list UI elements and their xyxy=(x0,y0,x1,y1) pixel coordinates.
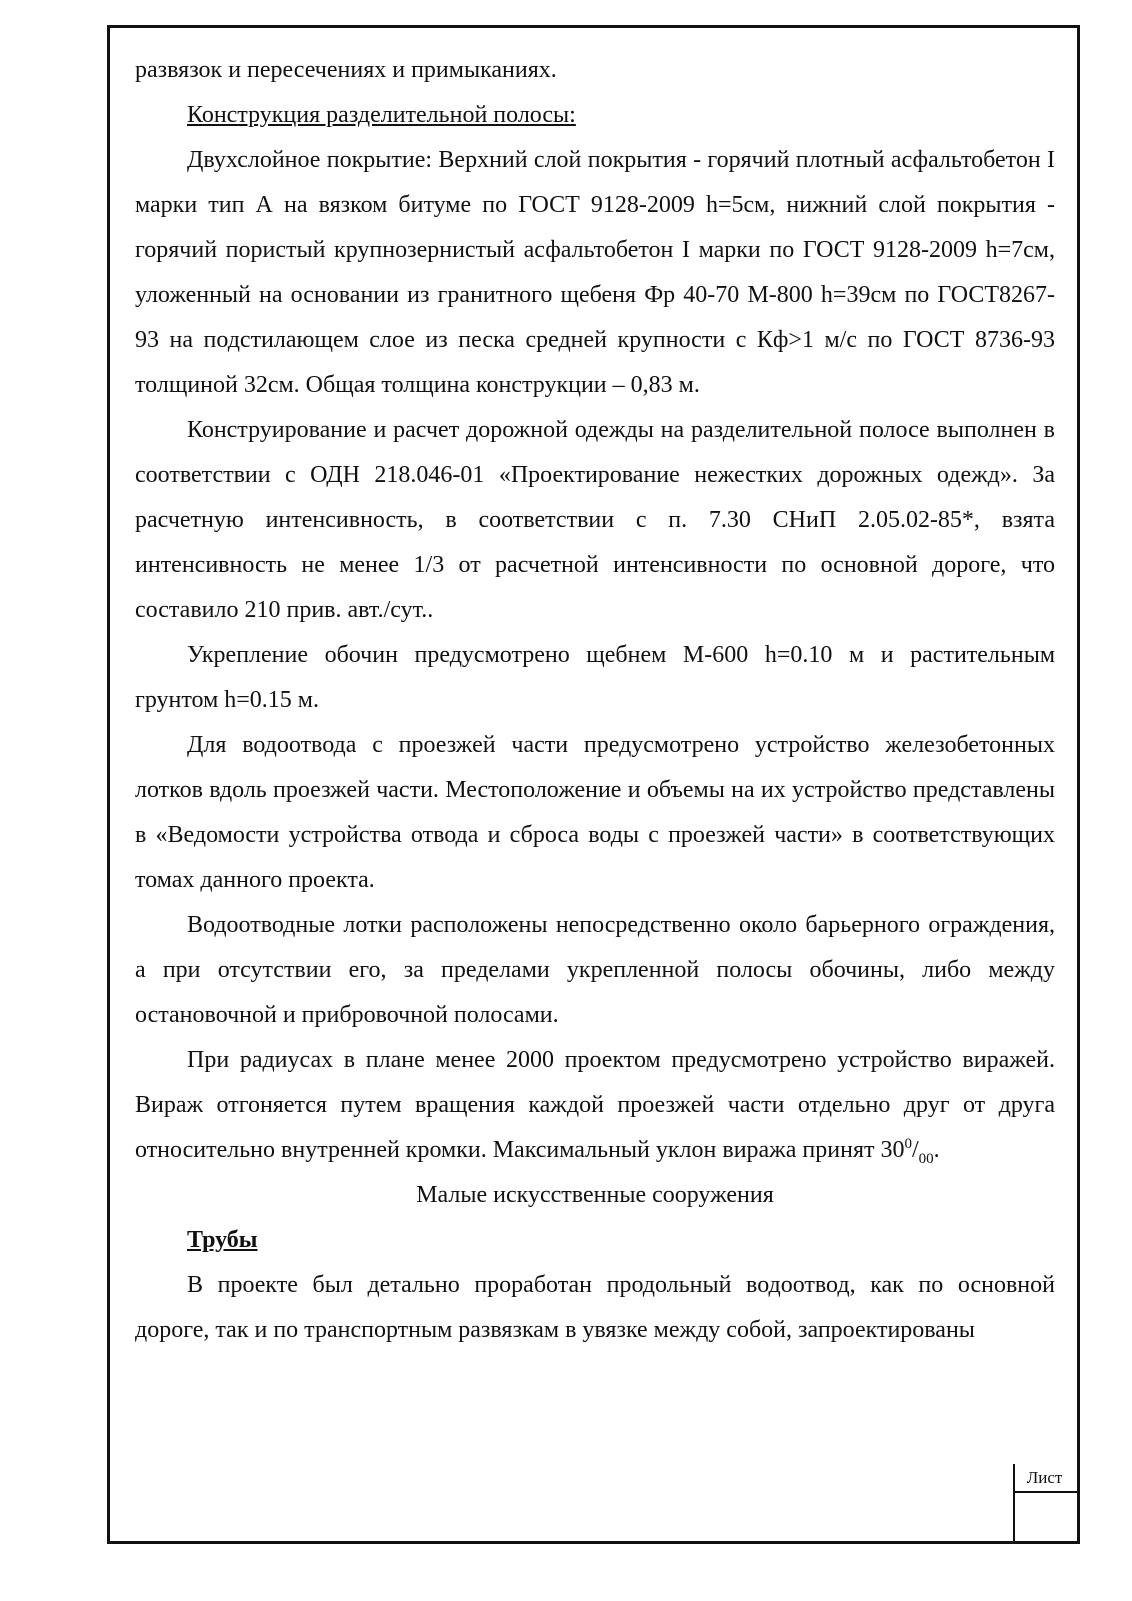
paragraph-superelevation xyxy=(135,1038,1055,1173)
sheet-stamp xyxy=(1013,1464,1080,1544)
superscript-zero: 0 xyxy=(904,1136,912,1152)
document-body xyxy=(135,48,1055,1353)
paragraph-longitudinal-drainage: В проекте был детально проработан продольный водоотвод, как по основной дороге, так и по транспортным развязкам в увязке между собой, запроектированы xyxy=(135,1272,1055,1343)
paragraph-design-calculation: Конструирование и расчет дорожной одежды на разделительной полосе выполнен в соответствии с ОДН 218.046-01 «Проектирование нежестких дорожных одежд». За расчетную интенсивность, в соответствии с п. 7.30 СНиП 2.05.02-85*, взята интенсивность не менее 1/3 от расчетной интенсивности по основной дороге, что составило 210 прив. авт./сут.. xyxy=(135,417,1055,623)
paragraph-drainage-trays: Водоотводные лотки расположены непосредственно около барьерного ограждения, а при отсутствии его, за пределами укрепленной полосы обочины, либо между остановочной и прибровочной полосами. xyxy=(135,912,1055,1028)
section-heading-divider-structure xyxy=(135,93,1055,138)
slash: / xyxy=(911,1137,919,1163)
paragraph-pavement: Двухслойное покрытие: Верхний слой покрытия - горячий плотный асфальтобетон I марки тип А на вязком битуме по ГОСТ 9128-2009 h=5см, нижний слой покрытия - горячий пористый крупнозернистый асфальтобетон I марки по ГОСТ 9128-2009 h=7см, уложенный на основании из гранитного щебеня Фр 40-70 М-800 h=39см по ГОСТ8267-93 на подстилающем слое из песка средней крупности с Кф>1 м/с по ГОСТ 8736-93 толщиной 32см. Общая толщина конструкции – 0,83 м. xyxy=(135,147,1055,398)
paragraph-continuation: развязок и пересечениях и примыканиях. xyxy=(135,57,557,83)
subsection-heading-pipes-wrap xyxy=(135,1218,1055,1263)
superelevation-text: При радиусах в плане менее 2000 проектом предусмотрено устройство виражей. Вираж отгоняется путем вращения каждой проезжей части отдельно друг от друга относительно внутренней кромки. Максимальный уклон виража принят 30 xyxy=(135,1047,1055,1163)
subsection-heading-pipes: Трубы xyxy=(187,1227,258,1253)
sheet-label: Лист xyxy=(1015,1464,1080,1493)
underlined-heading-text: Конструкция разделительной полосы: xyxy=(187,102,576,128)
section-heading-small-structures: Малые искусственные сооружения xyxy=(416,1182,774,1208)
paragraph-drainage: Для водоотвода с проезжей части предусмотрено устройство железобетонных лотков вдоль проезжей части. Местоположение и объемы на их устройство представлены в «Ведомости устройства отвода и сброса воды с проезжей части» в соответствующих томах данного проекта. xyxy=(135,732,1055,893)
subscript-zero-zero: 00 xyxy=(918,1150,934,1167)
paragraph-shoulders: Укрепление обочин предусмотрено щебнем М-600 h=0.10 м и растительным грунтом h=0.15 м. xyxy=(135,642,1055,713)
period: . xyxy=(933,1137,940,1163)
